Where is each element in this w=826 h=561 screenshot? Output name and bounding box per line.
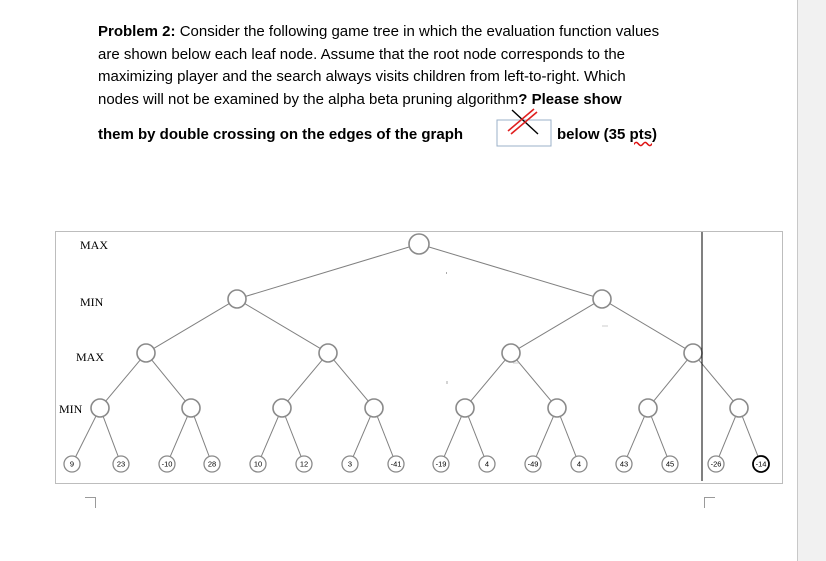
max-node-0 <box>137 344 155 362</box>
edge-leaf-15 <box>742 416 758 456</box>
edge-leaf-5 <box>285 416 301 456</box>
edge-leaf-8 <box>444 416 461 456</box>
min-node-1 <box>593 290 611 308</box>
min-node-l3-5 <box>548 399 566 417</box>
max-node-1 <box>319 344 337 362</box>
level-label-min-3: MIN <box>59 402 83 416</box>
instruction-points-post: ) <box>652 126 658 143</box>
leaf-value-3: 28 <box>207 459 217 469</box>
problem-line-2: are shown below each leaf node. Assume that the root node corresponds to the <box>98 45 626 63</box>
min-node-l3-7 <box>730 399 748 417</box>
edge-leaf-3 <box>194 416 209 456</box>
instruction-text: them by double crossing on the edges of the graph <box>98 126 464 143</box>
edge-max-min-3 <box>334 360 368 401</box>
edge-max-min-2 <box>288 360 322 401</box>
leaf-value-14: -26 <box>710 459 722 469</box>
leaf-value-2: -10 <box>161 459 173 469</box>
edge-leaf-10 <box>536 416 553 456</box>
edge-leaf-1 <box>103 416 118 456</box>
edge-max-min-1 <box>152 360 186 401</box>
level-label-min-1: MIN <box>80 295 104 309</box>
instruction-points-pre: below (35 <box>557 126 630 143</box>
edge-leaf-11 <box>560 416 576 456</box>
leaf-value-15: -14 <box>755 459 767 469</box>
crop-mark-left <box>85 497 96 508</box>
leaf-value-11: 4 <box>576 459 582 469</box>
min-node-l3-3 <box>365 399 383 417</box>
problem-line-4-bold: ? Please show <box>518 90 622 108</box>
leaf-value-4: 10 <box>253 459 263 469</box>
crop-mark-right <box>704 497 715 508</box>
min-node-l3-0 <box>91 399 109 417</box>
edge-max-min-0 <box>106 360 140 401</box>
edge-min-max-1 <box>245 304 321 349</box>
max-node-3 <box>684 344 702 362</box>
min-node-l3-1 <box>182 399 200 417</box>
leaf-value-13: 45 <box>665 459 675 469</box>
leaf-value-12: 43 <box>619 459 629 469</box>
edge-root-0 <box>246 247 410 297</box>
edge-leaf-6 <box>353 416 370 456</box>
level-label-max-2: MAX <box>76 350 105 364</box>
edge-max-min-5 <box>517 360 551 401</box>
edge-min-max-2 <box>519 304 595 349</box>
leaf-value-10: -49 <box>527 459 539 469</box>
leaf-value-9: 4 <box>484 459 490 469</box>
edge-leaf-2 <box>170 416 187 456</box>
leaf-value-8: -19 <box>435 459 447 469</box>
leaf-value-0: 9 <box>69 459 75 469</box>
min-node-l3-6 <box>639 399 657 417</box>
edge-min-max-3 <box>610 304 686 349</box>
root-node <box>409 234 429 254</box>
max-node-2 <box>502 344 520 362</box>
edge-leaf-14 <box>719 416 736 456</box>
edge-leaf-0 <box>76 416 96 457</box>
min-node-0 <box>228 290 246 308</box>
edge-leaf-9 <box>468 416 484 456</box>
leaf-value-1: 23 <box>116 459 126 469</box>
tree-edges <box>76 247 758 457</box>
problem-line-1: Consider the following game tree in which the evaluation function values <box>175 23 660 40</box>
leaf-value-7: -41 <box>390 459 402 469</box>
problem-label: Problem 2: <box>98 23 176 40</box>
edge-leaf-7 <box>377 416 393 456</box>
min-node-l3-2 <box>273 399 291 417</box>
edge-leaf-13 <box>651 416 667 456</box>
edge-leaf-4 <box>261 416 278 456</box>
edge-max-min-4 <box>471 360 505 401</box>
leaf-value-5: 12 <box>299 459 309 469</box>
edge-leaf-12 <box>627 416 644 456</box>
tree-nodes <box>64 234 769 472</box>
level-label-max-0: MAX <box>80 238 109 252</box>
edge-root-1 <box>429 247 594 297</box>
edge-min-max-0 <box>154 304 230 349</box>
problem-line-3: maximizing player and the search always visits children from left-to-right. Which <box>98 68 626 85</box>
edge-max-min-6 <box>654 360 688 401</box>
edge-max-min-7 <box>699 360 733 401</box>
problem-line-4: nodes will not be examined by the alpha beta pruning algorithm <box>98 90 519 108</box>
leaf-value-6: 3 <box>347 459 353 469</box>
min-node-l3-4 <box>456 399 474 417</box>
instruction-points-word: pts <box>629 126 653 143</box>
